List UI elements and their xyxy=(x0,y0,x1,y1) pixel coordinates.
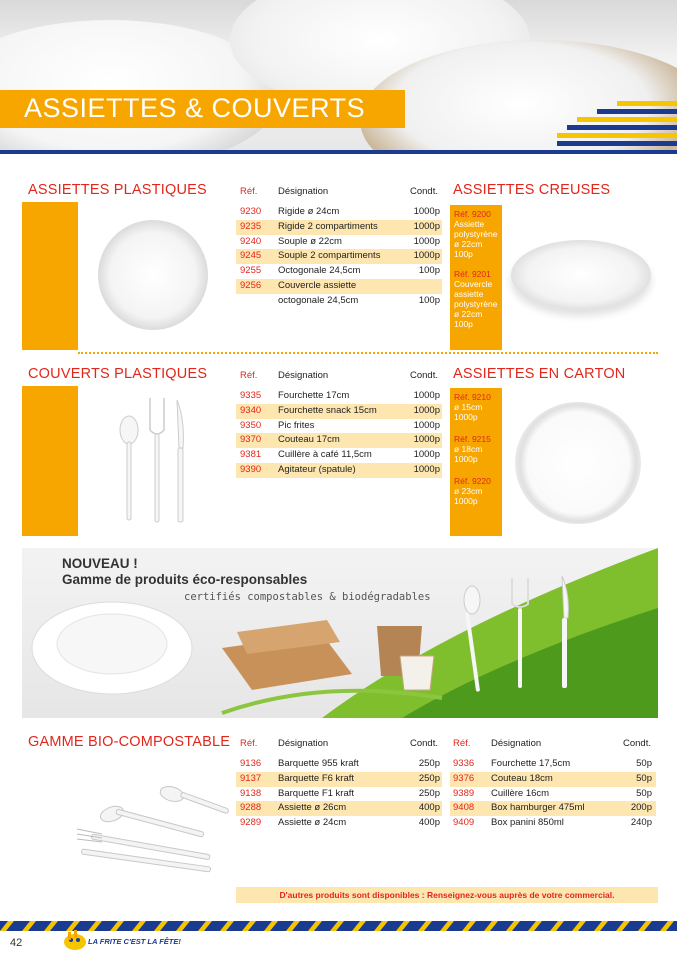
section-accent-bar xyxy=(22,386,78,536)
row-ref: 9245 xyxy=(240,250,262,262)
table-row xyxy=(236,801,442,816)
row-condt: 50p xyxy=(636,787,652,799)
row-designation: Cuillère 16cm xyxy=(491,787,550,799)
table-row xyxy=(236,205,442,220)
row-ref: 9370 xyxy=(240,434,262,446)
row-designation: Rigide ø 24cm xyxy=(278,206,340,217)
table-row xyxy=(236,404,442,419)
header-divider xyxy=(0,150,677,154)
product-desc: polystyrène xyxy=(454,229,498,239)
page-title: ASSIETTES & COUVERTS xyxy=(0,90,405,128)
row-condt: 1000p xyxy=(413,434,440,446)
row-ref: 9350 xyxy=(240,419,262,431)
product-desc: ø 23cm xyxy=(454,486,483,496)
product-desc: 100p xyxy=(454,249,473,259)
table-row xyxy=(236,419,442,434)
table-row xyxy=(236,389,442,404)
row-designation: Fourchette snack 15cm xyxy=(278,404,377,416)
row-ref: 9137 xyxy=(240,772,262,784)
row-condt: 250p xyxy=(418,772,440,784)
row-condt: 50p xyxy=(636,772,652,784)
row-designation: Fourchette 17cm xyxy=(278,390,350,401)
row-condt: 50p xyxy=(636,758,652,769)
row-designation: Couteau 17cm xyxy=(278,434,340,446)
table-row xyxy=(450,787,656,802)
footer-stripes xyxy=(0,918,677,928)
product-desc: 100p xyxy=(454,319,473,329)
row-ref: 9136 xyxy=(240,758,262,769)
row-ref: 9289 xyxy=(240,817,262,829)
row-condt: 1000p xyxy=(413,404,440,416)
row-ref: 9255 xyxy=(240,265,262,277)
eco-subtitle: Gamme de produits éco-responsables xyxy=(62,572,308,587)
table-row xyxy=(236,220,442,235)
table-row xyxy=(236,294,442,309)
row-designation: Rigide 2 compartiments xyxy=(278,220,378,232)
row-designation: Couvercle assiette xyxy=(278,280,357,291)
product-desc: ø 22cm xyxy=(454,309,483,319)
row-designation: Barquette 955 kraft xyxy=(278,758,359,769)
product-desc: ø 15cm xyxy=(454,402,483,412)
table-row xyxy=(236,463,442,478)
row-ref: 9389 xyxy=(453,787,475,799)
section-accent-bar xyxy=(22,202,78,350)
row-ref: 9230 xyxy=(240,206,262,217)
table-row xyxy=(236,264,442,279)
row-designation: Assiette ø 26cm xyxy=(278,802,347,814)
row-ref: 9240 xyxy=(240,235,262,247)
row-condt: 100p xyxy=(418,265,440,277)
bio-image xyxy=(22,754,234,904)
table-row xyxy=(236,787,442,802)
row-ref: 9376 xyxy=(453,772,475,784)
section-title-assiettes-plastiques: ASSIETTES PLASTIQUES xyxy=(28,182,207,198)
info-note: D'autres produits sont disponibles : Renseignez-vous auprès de votre commercial. xyxy=(236,887,658,903)
product-desc: ø 18cm xyxy=(454,444,483,454)
row-condt: 1000p xyxy=(413,464,440,475)
row-designation: Barquette F6 kraft xyxy=(278,772,355,784)
row-condt: 1000p xyxy=(413,220,440,232)
row-condt: 250p xyxy=(418,787,440,799)
row-condt: 200p xyxy=(630,802,652,814)
row-condt: 1000p xyxy=(413,419,440,431)
row-designation: Assiette ø 24cm xyxy=(278,817,347,829)
row-designation: Cuillère à café 11,5cm xyxy=(278,449,372,461)
row-designation: Barquette F1 kraft xyxy=(278,787,355,799)
section-title-couverts-plastiques: COUVERTS PLASTIQUES xyxy=(28,366,208,382)
section-title-assiettes-creuses: ASSIETTES CREUSES xyxy=(453,182,611,198)
cutlery-image xyxy=(95,390,205,530)
row-condt: 400p xyxy=(418,802,440,814)
table-row xyxy=(236,816,442,831)
header-image xyxy=(0,0,677,150)
brand-logo-text: LA FRITE C'EST LA FÊTE! xyxy=(88,937,181,946)
side-box-carton xyxy=(450,388,502,536)
product-desc: polystyrène xyxy=(454,299,498,309)
table-row xyxy=(236,249,442,264)
table-row xyxy=(450,757,656,772)
mascot-icon xyxy=(62,930,88,952)
row-ref: 9390 xyxy=(240,464,262,475)
row-designation: Box panini 850ml xyxy=(491,817,564,829)
section-title-assiettes-carton: ASSIETTES EN CARTON xyxy=(453,366,626,382)
product-desc: Couvercle xyxy=(454,279,493,289)
row-ref: 9336 xyxy=(453,758,475,769)
row-condt: 1000p xyxy=(413,250,440,262)
row-designation: octogonale 24,5cm xyxy=(278,294,359,306)
eco-tagline: certifiés compostables & biodégradables xyxy=(184,591,431,603)
row-condt: 1000p xyxy=(413,235,440,247)
section-title-bio: GAMME BIO-COMPOSTABLE xyxy=(28,734,231,750)
side-box-creuses xyxy=(450,205,502,350)
product-desc: 1000p xyxy=(454,412,478,422)
row-designation: Souple 2 compartiments xyxy=(278,250,381,262)
row-ref: 9288 xyxy=(240,802,262,814)
row-ref: 9335 xyxy=(240,390,262,401)
product-desc: assiette xyxy=(454,289,484,299)
row-designation: Fourchette 17,5cm xyxy=(491,758,571,769)
section-divider xyxy=(78,352,658,354)
eco-banner xyxy=(22,548,658,718)
row-condt: 1000p xyxy=(413,449,440,461)
product-ref: Réf. 9210 xyxy=(454,392,491,402)
table-row xyxy=(236,433,442,448)
table-row xyxy=(236,235,442,250)
table-row xyxy=(450,772,656,787)
row-ref: 9408 xyxy=(453,802,475,814)
product-ref: Réf. 9220 xyxy=(454,476,491,486)
table-row xyxy=(236,448,442,463)
brand-logo xyxy=(62,930,181,952)
row-designation: Octogonale 24,5cm xyxy=(278,265,361,277)
row-condt: 1000p xyxy=(413,390,440,401)
row-condt: 100p xyxy=(418,294,440,306)
row-condt: 250p xyxy=(418,758,440,769)
table-row xyxy=(236,279,442,294)
product-ref: Réf. 9200 xyxy=(454,209,491,219)
product-desc: 1000p xyxy=(454,496,478,506)
row-designation: Souple ø 22cm xyxy=(278,235,342,247)
table-row xyxy=(236,757,442,772)
row-condt: 1000p xyxy=(413,206,440,217)
row-ref: 9256 xyxy=(240,280,262,291)
row-ref: 9340 xyxy=(240,404,262,416)
row-designation: Box hamburger 475ml xyxy=(491,802,585,814)
row-designation: Couteau 18cm xyxy=(491,772,553,784)
product-ref: Réf. 9215 xyxy=(454,434,491,444)
carton-plate-image xyxy=(510,398,650,528)
row-designation: Pic frites xyxy=(278,419,315,431)
row-ref: 9235 xyxy=(240,220,262,232)
page-number: 42 xyxy=(10,937,23,949)
table-row xyxy=(450,801,656,816)
product-ref: Réf. 9201 xyxy=(454,269,491,279)
table-row xyxy=(450,816,656,831)
row-ref: 9381 xyxy=(240,449,262,461)
table-row xyxy=(236,772,442,787)
eco-title: NOUVEAU ! xyxy=(62,556,138,571)
row-designation: Agitateur (spatule) xyxy=(278,464,356,475)
product-desc: 1000p xyxy=(454,454,478,464)
row-ref: 9138 xyxy=(240,787,262,799)
row-condt: 240p xyxy=(630,817,652,829)
deep-plate-image xyxy=(505,230,657,330)
header-stripes xyxy=(557,95,677,150)
product-desc: Assiette xyxy=(454,219,485,229)
product-desc: ø 22cm xyxy=(454,239,483,249)
row-condt: 400p xyxy=(418,817,440,829)
row-ref: 9409 xyxy=(453,817,475,829)
plastic-plate-image xyxy=(78,202,228,350)
